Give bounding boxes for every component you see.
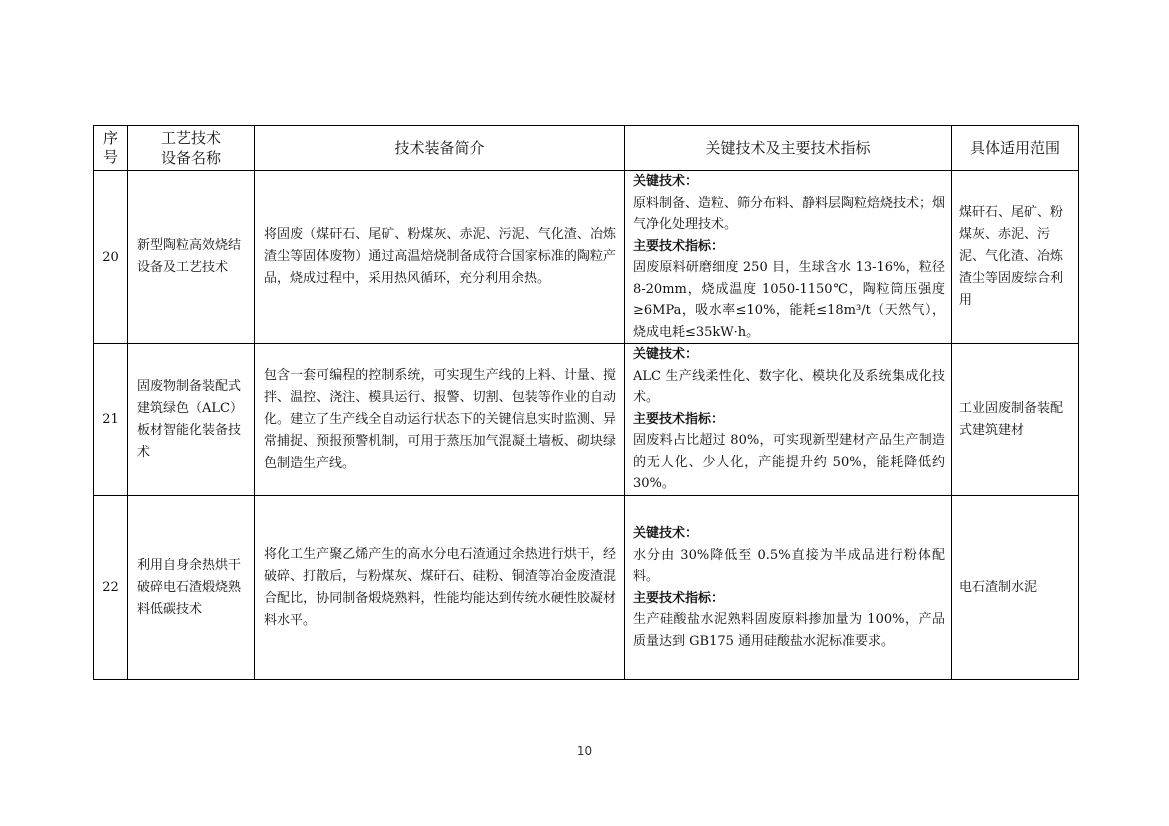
row-intro: 将化工生产聚乙烯产生的高水分电石渣通过余热进行烘干，经破碎、打散后，与粉煤灰、煤矸石、硅粉、铜渣等冶金废渣混合配比，协同制备煅烧熟料，性能均能达到传统水硬性胶凝材料水平。 [255,496,625,680]
header-key: 关键技术及主要技术指标 [625,126,952,171]
key-tech-text: 原料制备、造粒、筛分布料、静料层陶粒焙烧技术；烟气净化处理技术。 [633,195,946,232]
key-tech-label: 关键技术： [633,347,699,363]
row-name: 新型陶粒高效烧结设备及工艺技术 [128,171,255,344]
header-name-line1: 工艺技术 [160,129,221,147]
page-number: 10 [576,744,593,758]
header-seq-line2: 号 [102,148,118,166]
row-key-indicators [625,344,952,496]
header-name [128,126,255,171]
table-row [94,344,1079,496]
indicator-text: 固废料占比超过 80%，可实现新型建材产品生产制造的无人化、少人化，产能提升约 50%，能耗降低约 30%。 [633,433,945,492]
row-seq: 20 [94,171,128,344]
indicator-text: 固废原料研磨细度 250 目，生球含水 13-16%，粒径 8-20mm，烧成温度 1050-1150℃，陶粒筒压强度≥6MPa，吸水率≤10%，能耗≤18m³/t（天然气），烧成电耗≤35kW·h。 [633,260,945,340]
row-scope: 电石渣制水泥 [952,496,1079,680]
indicator-text: 生产硅酸盐水泥熟料固废原料掺加量为 100%，产品质量达到 GB175 通用硅酸盐水泥标准要求。 [633,612,945,649]
table-row [94,171,1079,344]
header-scope: 具体适用范围 [952,126,1079,171]
row-seq: 21 [94,344,128,496]
technology-table [93,125,1079,680]
row-intro: 包含一套可编程的控制系统，可实现生产线的上料、计量、搅拌、温控、浇注、模具运行、报警、切割、包装等作业的自动化。建立了生产线全自动运行状态下的关键信息实时监测、异常捕捉、预报预警机制，可用于蒸压加气混凝土墙板、砌块绿色制造生产线。 [255,344,625,496]
row-key-indicators [625,171,952,344]
row-scope: 工业固废制备装配式建筑建材 [952,344,1079,496]
row-scope: 煤矸石、尾矿、粉煤灰、赤泥、污泥、气化渣、冶炼渣尘等固废综合利用 [952,171,1079,344]
key-tech-label: 关键技术： [633,526,699,541]
indicator-label: 主要技术指标： [633,590,725,606]
key-tech-text: 水分由 30%降低至 0.5%直接为半成品进行粉体配料。 [633,547,945,584]
indicator-label: 主要技术指标： [633,238,725,254]
row-name: 固废物制备装配式建筑绿色（ALC）板材智能化装备技术 [128,344,255,496]
indicator-label: 主要技术指标： [633,411,725,427]
key-tech-label: 关键技术： [633,174,699,189]
key-tech-text: ALC 生产线柔性化、数字化、模块化及系统集成化技术。 [633,368,945,406]
row-intro: 将固废（煤矸石、尾矿、粉煤灰、赤泥、污泥、气化渣、冶炼渣尘等固体废物）通过高温焙烧制备成符合国家标准的陶粒产品，烧成过程中，采用热风循环，充分利用余热。 [255,171,625,344]
table-row [94,496,1079,680]
header-seq-line1: 序 [102,129,118,147]
row-name: 利用自身余热烘干破碎电石渣煅烧熟料低碳技术 [128,496,255,680]
header-intro: 技术装备简介 [255,126,625,171]
table-header-row [94,126,1079,171]
row-key-indicators [625,496,952,680]
row-seq: 22 [94,496,128,680]
header-name-line2: 设备名称 [160,149,221,167]
header-seq [94,126,128,171]
